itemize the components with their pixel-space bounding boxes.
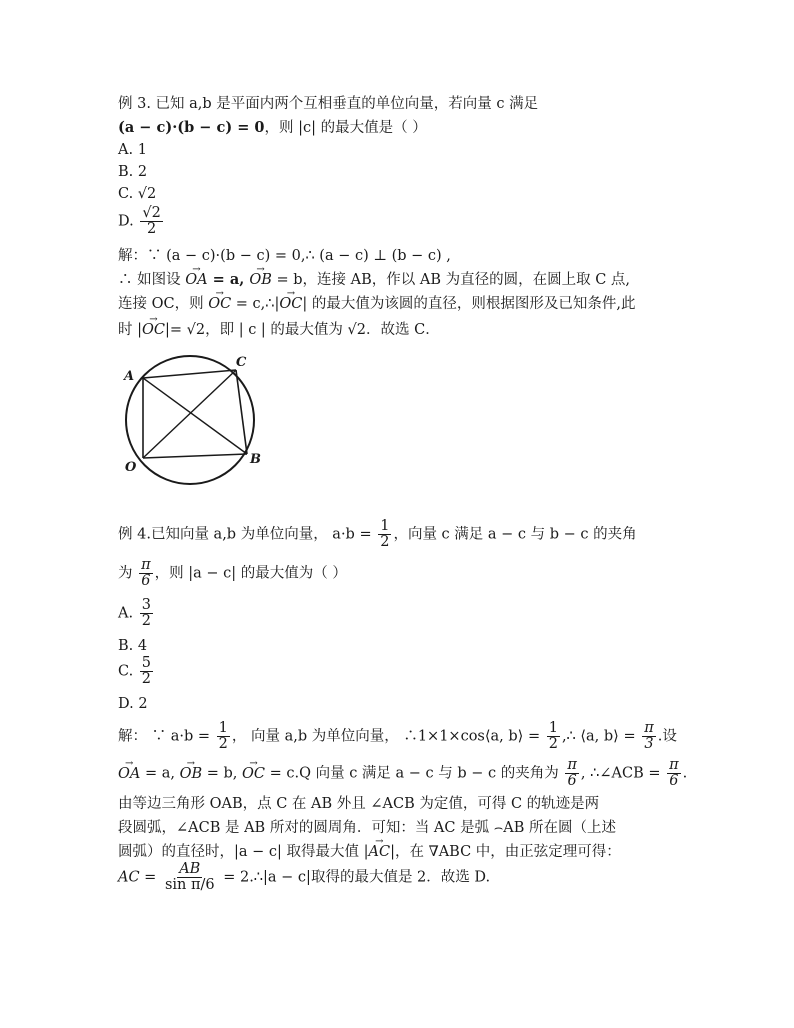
ex3-question-line1: 例 3. 已知 a,b 是平面内两个互相垂直的单位向量，若向量 c 满足 [118, 96, 539, 112]
label-b: B [250, 452, 261, 467]
ex3-option-c [118, 184, 156, 204]
ex3-condition-expr: (a − c)·(b − c) = 0 [118, 119, 265, 136]
label-c: C [236, 355, 247, 370]
fraction: $\frac{1}{2}$ [218, 720, 228, 753]
fraction: $\frac{1}{2}$ [548, 720, 558, 753]
ex3-solution-line1: 解：∵ (a − c)·(b − c) = 0,∴ (a − c) ⊥ (b − c) , [118, 248, 451, 264]
ex3-question-line2 [118, 118, 427, 138]
segment-ob [143, 454, 247, 458]
segment-oc [143, 370, 236, 458]
ex4-option-b: B. 4 [118, 638, 148, 654]
ex4-option-d: D. 2 [118, 696, 148, 712]
fraction: $\frac{\pi}{6}$ [567, 757, 577, 790]
fraction: $\frac{AB}{\text{sin π/6}}$ [164, 861, 215, 894]
ex4-solution-line4: 段圆弧，∠ACB 是 AB 所对的圆周角．可知：当 AC 是弧 ⌢AB 所在圆（上述 [118, 820, 616, 836]
label-o: O [125, 460, 137, 475]
vector-oa: → OA [185, 270, 207, 290]
ex4-question-line2: 为 $\frac{\pi}{6}$ ，则 |a − c| 的最大值为（ ） [118, 557, 347, 590]
option-label: D. [118, 213, 134, 230]
ex3-option-d [118, 206, 165, 237]
ex4-solution-line6: AC = $\frac{AB}{\text{sin π/6}}$ = 2.∴|a − c|取得的最大值是 2．故选 D. [118, 861, 491, 894]
ex4-solution-line5: 圆弧）的直径时，|a − c| 取得最大值 |→ AC|，在 ∇ABC 中，由正弦定理可得： [118, 842, 621, 862]
ex4-solution-line2: → OA = a, → OB = b, → OC = c.Q 向量 c 满足 a − c 与 b − c 的夹角为 $\frac{\pi}{6}$ , ∴∠ACB = $\frac{\pi}{6}$ . [118, 758, 687, 789]
fraction: $\frac{\pi}{3}$ [644, 720, 654, 753]
ex3-option-b: B. 2 [118, 164, 148, 180]
vector-ob: → OB [180, 761, 203, 787]
ex3-solution-line4: 时 |→ OC|= √2，即 | c | 的最大值为 √2．故选 C． [118, 320, 440, 340]
fraction: $\frac{\pi}{6}$ [141, 557, 151, 590]
option-label: C. [118, 186, 134, 202]
ex3-solution-line2: ∴ 如图设 → OA = a, → OB = b，连接 AB，作以 AB 为直径的圆，在圆上取 C 点, [118, 270, 630, 290]
figure-circle [126, 356, 254, 484]
circle-figure [118, 352, 268, 492]
ex4-option-c: C. $\frac{5}{2}$ [118, 655, 152, 688]
fraction: $\frac{3}{2}$ [141, 597, 151, 630]
option-value: √2 [137, 186, 157, 202]
vector-oa: → OA [118, 761, 140, 787]
ex4-question-line1: 例 4.已知向量 a,b 为单位向量， a·b = $\frac{1}{2}$ ，向量 c 满足 a − c 与 b − c 的夹角 [118, 518, 637, 551]
vector-oc: → OC [142, 320, 165, 340]
vector-ac: → AC [369, 842, 391, 862]
segment-ca [143, 370, 236, 378]
vector-oc: → OC [242, 761, 265, 787]
ex4-option-a: A. $\frac{3}{2}$ [118, 597, 151, 630]
vector-oc: → OC [208, 294, 231, 314]
fraction: $\frac{5}{2}$ [141, 655, 152, 688]
ex3-solution-line3: 连接 OC，则 → OC = c,∴|→ OC| 的最大值为该圆的直径，则根据图形及已知条件,此 [118, 294, 636, 314]
ex4-solution-line1: 解： ∵ a·b = $\frac{1}{2}$ ， 向量 a,b 为单位向量， ∴1×1×cos⟨a, b⟩ = $\frac{1}{2}$ ,∴ ⟨a, b⟩ = $\frac{\pi}{3}$ .设 [118, 720, 677, 753]
vector-oc: → OC [279, 294, 302, 314]
ex3-option-a: A. 1 [118, 142, 147, 158]
label-a: A [124, 369, 135, 384]
fraction: $\frac{√2}{2}$ [142, 205, 161, 238]
ex3-question-tail: ，则 |c| 的最大值是（ ） [264, 120, 427, 136]
ex4-solution-line3: 由等边三角形 OAB，点 C 在 AB 外且 ∠ACB 为定值，可得 C 的轨迹是两 [118, 796, 600, 812]
fraction: $\frac{\pi}{6}$ [669, 757, 679, 790]
fraction: $\frac{1}{2}$ [380, 518, 390, 551]
vector-ob: → OB [249, 270, 272, 290]
